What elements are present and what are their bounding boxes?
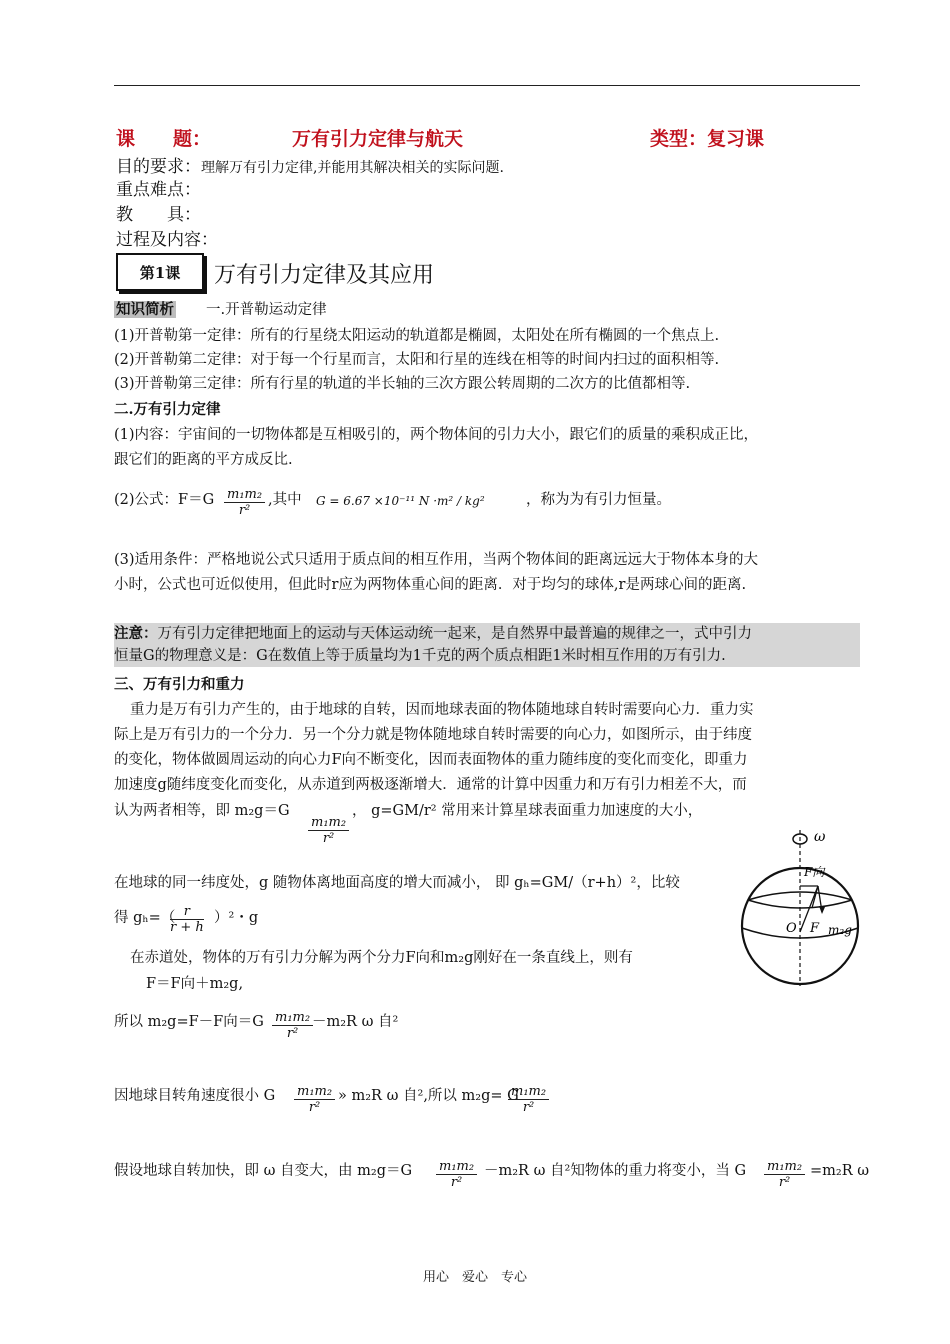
fraction-numerator: m₁m₂ [272, 1010, 313, 1026]
fraction-denominator: r² [308, 1100, 321, 1115]
section1-heading-row [114, 300, 327, 320]
fraction-denominator: r² [238, 503, 251, 518]
topic-label: 课 题： [116, 128, 212, 150]
gravity-para-3: 的变化，物体做圆周运动的向心力F向不断变化，因而表面物体的重力随纬度的变化而变化，即重力 [114, 752, 748, 768]
height-fraction [170, 904, 204, 935]
fraction-numerator: m₁m₂ [224, 487, 265, 503]
condition-line-1: (3)适用条件：严格地说公式只适用于质点间的相互作用，当两个物体间的距离远远大于物体本身的大 [114, 552, 759, 568]
formula-prefix: (2)公式：F＝G [114, 492, 215, 508]
fraction-numerator: m₁m₂ [764, 1159, 805, 1175]
gravitation-heading: 二.万有引力定律 [114, 401, 221, 418]
key-points-label: 重点难点： [116, 180, 201, 200]
force-equation: F＝F向＋m₂g, [146, 976, 244, 992]
g-constant: G = 6.67 ×10⁻¹¹ N ·m² / kg² [316, 494, 485, 508]
top-rule [114, 85, 860, 86]
so-fraction [272, 1010, 313, 1041]
fraction-denominator: r + h [170, 920, 204, 935]
fast-rotation-suffix: =m₂R ω [810, 1163, 870, 1179]
f-xiang-label: F向 [804, 865, 825, 879]
page-title: 万有引力定律与航天 [292, 128, 464, 150]
lesson-title: 万有引力定律及其应用 [214, 263, 435, 288]
slow-rotation-mid: » m₂R ω 自²,所以 m₂g= G [338, 1088, 519, 1104]
earth-gravity-diagram [738, 826, 878, 996]
latitude-prefix: 得 gₕ=（ [114, 910, 176, 926]
fraction-numerator: m₁m₂ [436, 1159, 477, 1175]
goal-row [116, 152, 504, 177]
fast-rotation-prefix: 假设地球自转加快，即 ω 自变大，由 m₂g＝G [114, 1163, 413, 1179]
fast-fraction-2 [764, 1159, 805, 1190]
fraction-numerator: m₁m₂ [294, 1084, 335, 1100]
course-type: 类型：复习课 [650, 128, 765, 150]
fraction-denominator: r² [322, 831, 335, 846]
content-line-1: (1)内容：宇宙间的一切物体都是互相吸引的，两个物体间的引力大小，跟它们的质量的乘积成正比， [114, 427, 759, 443]
formula-suffix: ，称为为有引力恒量。 [526, 492, 671, 508]
force-f-label: F [810, 921, 820, 936]
fast-rotation-mid: －m₂R ω 自²知物体的重力将变小，当 G [484, 1163, 747, 1179]
omega-label: ω [814, 829, 826, 845]
lesson-number: 第1课 [139, 264, 181, 282]
center-o-label: O [786, 921, 797, 936]
slow-fraction-2 [508, 1084, 549, 1115]
note-label: 注意： [114, 625, 158, 642]
goal-text: 理解万有引力定律,并能用其解决相关的实际问题. [201, 160, 504, 176]
fraction-numerator: r [170, 904, 204, 920]
fraction-numerator: m₁m₂ [508, 1084, 549, 1100]
process-label: 过程及内容： [116, 230, 218, 250]
fraction-denominator: r² [450, 1175, 463, 1190]
gravity-para-4: 加速度g随纬度变化而变化，从赤道到两极逐渐增大．通常的计算中因重力和万有引力相差不大，而 [114, 777, 747, 793]
fraction-denominator: r² [522, 1100, 535, 1115]
force-vector [812, 886, 818, 908]
fraction-denominator: r² [286, 1026, 299, 1041]
kepler-heading: 一.开普勒运动定律 [206, 302, 327, 318]
so-prefix: 所以 m₂g=F－F向＝G [114, 1014, 264, 1030]
equality-fraction [308, 815, 349, 846]
note-line-1: 万有引力定律把地面上的运动与天体运动统一起来，是自然界中最普遍的规律之一，式中引力 [157, 626, 752, 642]
lesson-number-box [116, 253, 204, 291]
gravity-para-1: 重力是万有引力产生的，由于地球的自转，因而地球表面的物体随地球自转时需要向心力．重力实 [130, 702, 754, 718]
content-line-2: 跟它们的距离的平方成反比. [114, 452, 293, 468]
formula-mid: ,其中 [268, 492, 302, 508]
so-suffix: －m₂R ω 自² [312, 1014, 399, 1030]
equator-line: 在赤道处，物体的万有引力分解为两个分力F向和m₂g刚好在一条直线上，则有 [130, 950, 633, 966]
formula-fraction [224, 487, 265, 518]
kepler-law-2: (2)开普勒第二定律：对于每一个行星而言，太阳和行星的连线在相等的时间内扫过的面积相等. [114, 352, 720, 368]
weight-m2g-label: m₂g [828, 923, 852, 937]
fraction-numerator: m₁m₂ [308, 815, 349, 831]
slow-fraction-1 [294, 1084, 335, 1115]
kepler-law-1: (1)开普勒第一定律：所有的行星绕太阳运动的轨道都是椭圆，太阳处在所有椭圆的一个焦点上. [114, 328, 720, 344]
slow-rotation-prefix: 因地球目转角速度很小 G [114, 1088, 276, 1104]
arrow-head-icon [819, 906, 825, 914]
knowledge-tag: 知识简析 [116, 301, 174, 318]
tools-label: 教 具： [116, 205, 201, 225]
goal-label: 目的要求： [116, 157, 201, 177]
note-block [114, 623, 860, 667]
gravity-para-2: 际上是万有引力的一个分力．另一个分力就是物体随地球自转时需要的向心力，如图所示，由于纬度 [114, 727, 752, 743]
fraction-denominator: r² [778, 1175, 791, 1190]
note-line-2: 恒量G的物理意义是：G在数值上等于质量均为1千克的两个质点相距1米时相互作用的万有引力. [114, 648, 726, 664]
page-footer: 用心 爱心 专心 [422, 1270, 527, 1285]
gravity-para-5-prefix: 认为两者相等，即 m₂g＝G [114, 803, 290, 819]
latitude-line: 在地球的同一纬度处，g 随物体离地面高度的增大而减小， 即 gₕ=GM/（r+h）²，比较 [114, 875, 680, 891]
condition-line-2: 小时，公式也可近似使用，但此时r应为两物体重心间的距离．对于均匀的球体,r是两球心间的距离. [114, 577, 747, 593]
fast-fraction-1 [436, 1159, 477, 1190]
gravity-heading: 三、万有引力和重力 [114, 676, 245, 693]
kepler-law-3: (3)开普勒第三定律：所有行星的轨道的半长轴的三次方跟公转周期的二次方的比值都相等. [114, 376, 691, 392]
gravity-para-5-suffix: ， g=GM/r² 常用来计算星球表面重力加速度的大小， [352, 803, 703, 819]
latitude-suffix: ）²・g [214, 910, 259, 926]
